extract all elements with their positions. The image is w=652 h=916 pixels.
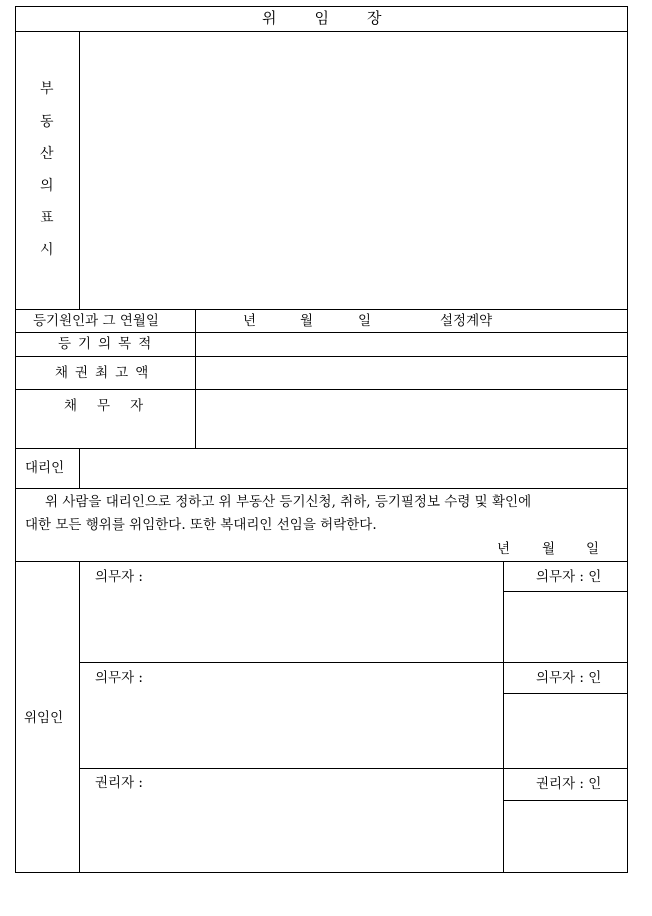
property-label-char: 동 <box>40 114 54 130</box>
rule-purpose-bottom <box>15 356 628 357</box>
rule-seal3 <box>503 800 628 801</box>
property-label-char: 의 <box>40 178 54 194</box>
registration-purpose-field[interactable] <box>198 335 625 354</box>
rule-text-bottom <box>15 561 628 562</box>
rule-property-divider <box>79 31 80 309</box>
registration-purpose-label: 등 기 의 목 적 <box>58 336 152 352</box>
cause-contract: 설정계약 <box>440 313 493 329</box>
date-day: 일 <box>586 541 600 557</box>
rule-seal2 <box>503 693 628 694</box>
party-field[interactable] <box>82 797 500 870</box>
rule-seal1 <box>503 591 628 592</box>
party-field[interactable] <box>82 691 500 765</box>
cause-month: 월 <box>300 313 314 329</box>
property-label-char: 표 <box>40 210 54 226</box>
property-description-field[interactable] <box>82 34 626 306</box>
rule-agent-divider <box>79 448 80 488</box>
rule-amount-bottom <box>15 389 628 390</box>
max-claim-amount-label: 채 권 최 고 액 <box>55 365 149 381</box>
agent-label: 대리인 <box>25 460 65 476</box>
property-label-char: 부 <box>40 81 54 97</box>
party-field[interactable] <box>82 590 500 659</box>
rule-cause-bottom <box>15 332 628 333</box>
debtor-field[interactable] <box>198 392 625 445</box>
party-label: 의무자 : <box>95 569 143 585</box>
debtor-label: 채 무 자 <box>64 398 144 414</box>
rule-party1-bottom <box>79 662 628 663</box>
cause-day: 일 <box>358 313 372 329</box>
rule-title-bottom <box>15 31 628 32</box>
party-seal: 권리자 : 인 <box>536 776 602 792</box>
party-seal-box[interactable] <box>506 594 625 659</box>
page-title: 위 임 장 <box>262 9 382 27</box>
property-label-char: 시 <box>40 242 54 258</box>
party-seal: 의무자 : 인 <box>536 569 602 585</box>
party-label: 권리자 : <box>95 775 143 791</box>
delegator-label: 위임인 <box>24 710 64 726</box>
rule-debtor-bottom <box>15 448 628 449</box>
rule-agent-bottom <box>15 488 628 489</box>
delegation-text-line1: 위 사람을 대리인으로 정하고 위 부동산 등기신청, 취하, 등기필정보 수령 및 확인에 <box>45 494 532 510</box>
rule-property-bottom <box>15 309 628 310</box>
registration-cause-label: 등기원인과 그 연월일 <box>33 313 159 329</box>
date-year: 년 <box>497 541 511 557</box>
delegation-text-line2: 대한 모든 행위를 위임한다. 또한 복대리인 선임을 허락한다. <box>25 517 377 533</box>
rule-party2-bottom <box>79 768 628 769</box>
rule-registration-divider <box>195 309 196 448</box>
party-seal-box[interactable] <box>506 696 625 765</box>
party-label: 의무자 : <box>95 670 143 686</box>
rule-seal-divider <box>503 561 504 873</box>
max-claim-amount-field[interactable] <box>198 360 625 387</box>
cause-year: 년 <box>243 313 257 329</box>
party-seal-box[interactable] <box>506 803 625 870</box>
date-month: 월 <box>542 541 556 557</box>
rule-delegator-divider <box>79 561 80 873</box>
agent-field[interactable] <box>82 451 626 485</box>
property-label-char: 산 <box>40 146 54 162</box>
party-seal: 의무자 : 인 <box>536 670 602 686</box>
